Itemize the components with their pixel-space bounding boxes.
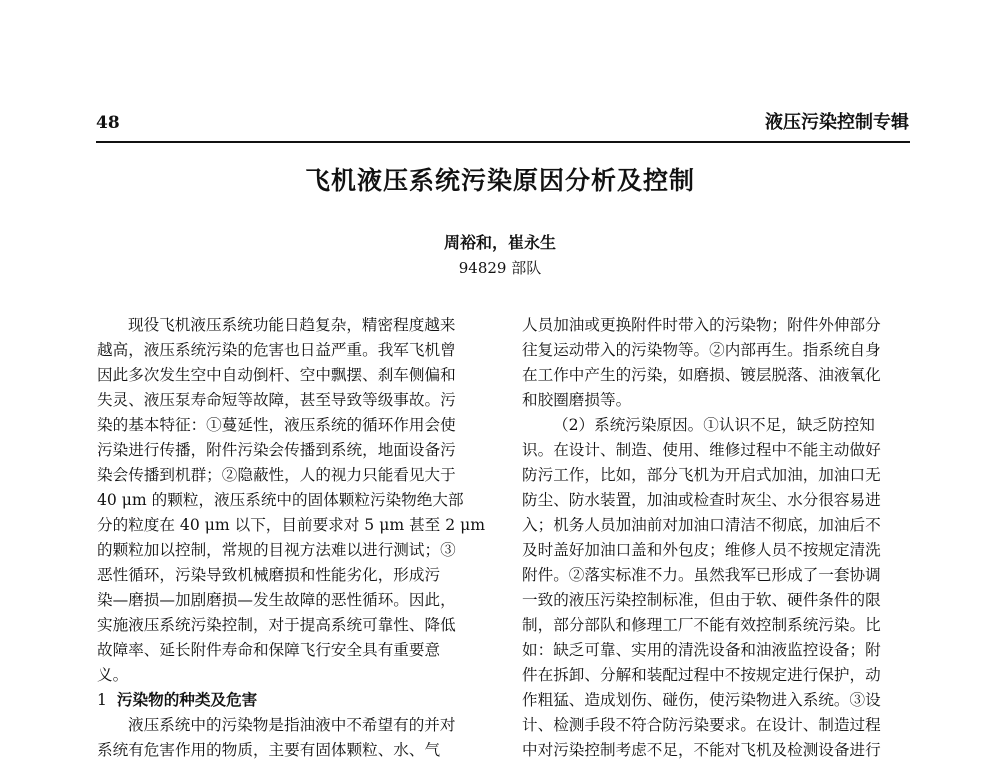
- body-line: 识。在设计、制造、使用、维修过程中不能主动做好: [522, 441, 881, 459]
- body-line: 越高，液压系统污染的危害也日益严重。我军飞机曾: [97, 341, 456, 359]
- body-line: 在工作中产生的污染，如磨损、镀层脱落、油液氧化: [522, 366, 881, 384]
- body-line: 义。: [97, 666, 129, 684]
- body-line: 防污工作，比如，部分飞机为开启式加油，加油口无: [522, 466, 881, 484]
- body-line: 人员加油或更换附件时带入的污染物；附件外伸部分: [522, 316, 881, 334]
- body-line: 往复运动带入的污染物等。②内部再生。指系统自身: [522, 341, 881, 359]
- body-line: 中对污染控制考虑不足，不能对飞机及检测设备进行: [522, 741, 881, 759]
- left-column: [97, 313, 486, 763]
- page-number: 48: [96, 113, 120, 133]
- body-line: 实施液压系统污染控制，对于提高系统可靠性、降低: [97, 616, 456, 634]
- body-line: 故障率、延长附件寿命和保障飞行安全具有重要意: [97, 641, 441, 659]
- body-line: 和胶圈磨损等。: [522, 391, 632, 409]
- journal-name: 液压污染控制专辑: [765, 112, 909, 133]
- body-line: 防尘、防水装置，加油或检查时灰尘、水分很容易进: [522, 491, 881, 509]
- body-line: 计、检测手段不符合防污染要求。在设计、制造过程: [522, 716, 881, 734]
- article-authors: 周裕和，崔永生: [443, 233, 556, 252]
- header-rule: [96, 141, 910, 143]
- body-line: 因此多次发生空中自动倒杆、空中飘摆、刹车侧偏和: [97, 366, 456, 384]
- body-line: 作粗猛、造成划伤、碰伤，使污染物进入系统。③设: [522, 691, 881, 709]
- body-line: 一致的液压污染控制标准，但由于软、硬件条件的限: [522, 591, 881, 609]
- body-line: 件在拆卸、分解和装配过程中不按规定进行保护，动: [522, 666, 881, 684]
- section-number: 1: [97, 691, 107, 709]
- body-line: 的颗粒加以控制，常规的目视方法难以进行测试；③: [97, 541, 456, 559]
- body-line: 恶性循环，污染导致机械磨损和性能劣化，形成污: [97, 566, 441, 584]
- body-line: 如：缺乏可靠、实用的清洗设备和油液监控设备；附: [522, 641, 881, 659]
- body-line: 系统有危害作用的物质，主要有固体颗粒、水、气: [97, 741, 441, 759]
- body-line: 染会传播到机群；②隐蔽性，人的视力只能看见大于: [97, 466, 456, 484]
- body-line: 及时盖好加油口盖和外包皮；维修人员不按规定清洗: [522, 541, 881, 559]
- body-line: 染的基本特征：①蔓延性，液压系统的循环作用会使: [97, 416, 456, 434]
- body-line: 液压系统中的污染物是指油液中不希望有的并对: [128, 716, 456, 734]
- body-line: 附件。②落实标准不力。虽然我军已形成了一套协调: [522, 566, 881, 584]
- section-heading: [97, 688, 483, 713]
- article-affiliation: 94829 部队: [458, 259, 542, 277]
- body-line: 分的粒度在 40 μm 以下，目前要求对 5 μm 甚至 2 μm: [97, 516, 486, 534]
- body-line: 失灵、液压泵寿命短等故障，甚至导致等级事故。污: [97, 391, 456, 409]
- article-title: 飞机液压系统污染原因分析及控制: [304, 166, 695, 195]
- body-line: 制，部分部队和修理工厂不能有效控制系统污染。比: [522, 616, 881, 634]
- right-column: [522, 313, 908, 763]
- body-line: 现役飞机液压系统功能日趋复杂，精密程度越来: [128, 316, 456, 334]
- body-line: 入；机务人员加油前对加油口清洁不彻底，加油后不: [522, 516, 881, 534]
- body-line: 40 μm 的颗粒，液压系统中的固体颗粒污染物绝大部: [97, 491, 464, 509]
- body-line: 染—磨损—加剧磨损—发生故障的恶性循环。因此，: [97, 591, 456, 609]
- body-line: （2）系统污染原因。①认识不足，缺乏防控知: [553, 416, 875, 434]
- section-title: 污染物的种类及危害: [116, 691, 258, 709]
- body-line: 污染进行传播，附件污染会传播到系统，地面设备污: [97, 441, 456, 459]
